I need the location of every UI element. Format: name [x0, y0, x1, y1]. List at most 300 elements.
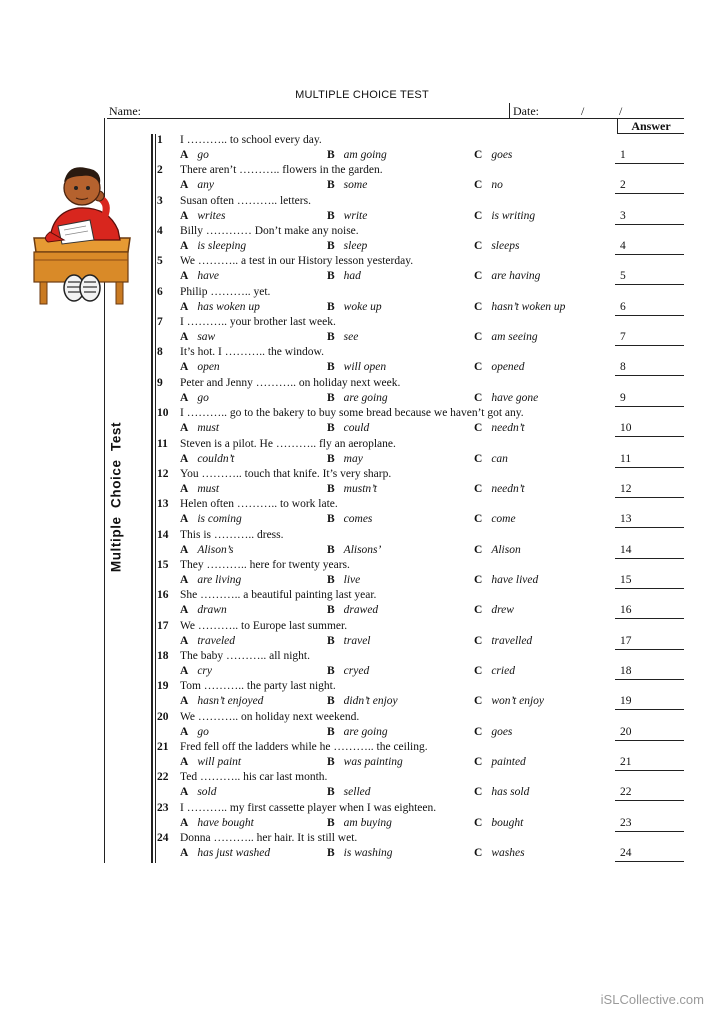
- option-text: cry: [197, 664, 212, 677]
- option-text: sleep: [343, 240, 368, 253]
- question-row: [0, 225, 724, 255]
- option-text: live: [343, 573, 361, 586]
- option-c: [474, 210, 535, 222]
- option-text: bought: [491, 816, 524, 829]
- option-text: selled: [343, 786, 371, 799]
- question-row: [0, 377, 724, 407]
- option-letter: A: [180, 149, 189, 161]
- option-text: has sold: [491, 786, 530, 799]
- question-stem: The baby ……….. all night.: [180, 649, 310, 662]
- option-text: are going: [343, 725, 388, 738]
- option-text: washes: [491, 847, 525, 860]
- question-row: [0, 802, 724, 832]
- option-letter: B: [327, 756, 335, 768]
- question-number: 21: [157, 741, 169, 753]
- option-text: are going: [343, 391, 388, 404]
- question-number: 11: [157, 437, 168, 450]
- question-stem: Billy ………… Don’t make any noise.: [180, 225, 359, 238]
- question-number: 19: [157, 680, 169, 693]
- option-letter: A: [180, 664, 189, 677]
- option-letter: C: [474, 543, 483, 556]
- option-b: [327, 756, 403, 768]
- option-letter: C: [474, 756, 483, 768]
- option-c: [474, 847, 525, 859]
- option-letter: B: [327, 847, 335, 860]
- option-text: has woken up: [197, 300, 260, 313]
- option-letter: A: [180, 695, 189, 708]
- option-letter: B: [327, 331, 335, 344]
- question-number: 5: [157, 255, 163, 268]
- question-stem: I ……….. your brother last week.: [180, 316, 336, 329]
- name-label: Name:: [109, 104, 141, 118]
- option-c: [474, 422, 525, 434]
- question-stem: Fred fell off the ladders while he ……….. the ceiling.: [180, 741, 428, 753]
- option-text: open: [197, 361, 220, 374]
- answer-number: 22: [620, 786, 632, 799]
- option-letter: C: [474, 847, 483, 860]
- question-stem: Steven is a pilot. He ……….. fly an aeroplane.: [180, 437, 396, 450]
- option-letter: B: [327, 149, 335, 161]
- question-stem: I ……….. go to the bakery to buy some bread because we haven’t got any.: [180, 407, 524, 420]
- option-letter: B: [327, 816, 335, 829]
- option-letter: A: [180, 634, 189, 647]
- answer-number: 6: [620, 300, 626, 313]
- date-separator: /: [619, 104, 623, 118]
- option-text: have: [197, 270, 220, 283]
- option-text: am going: [343, 149, 387, 161]
- option-letter: B: [327, 270, 335, 283]
- option-a: [180, 331, 215, 343]
- option-b: [327, 179, 367, 191]
- option-letter: C: [474, 209, 483, 222]
- question-stem: There aren’t ……….. flowers in the garden.: [180, 164, 383, 177]
- option-letter: B: [327, 240, 335, 253]
- option-c: [474, 331, 538, 343]
- site-watermark: iSLCollective.com: [600, 992, 704, 1007]
- question-stem: Philip ……….. yet.: [180, 285, 271, 298]
- option-a: [180, 179, 214, 191]
- answer-number: 21: [620, 756, 632, 768]
- option-letter: B: [327, 543, 335, 556]
- option-text: travelled: [491, 634, 533, 647]
- option-a: [180, 817, 254, 829]
- question-row: [0, 134, 724, 164]
- option-text: drawn: [197, 604, 227, 617]
- answer-number: 15: [620, 573, 632, 586]
- option-letter: A: [180, 847, 189, 860]
- option-text: go: [197, 391, 209, 404]
- option-text: comes: [343, 513, 373, 526]
- option-text: is sleeping: [197, 240, 247, 253]
- question-number: 10: [157, 407, 169, 420]
- option-a: [180, 422, 219, 434]
- option-text: goes: [491, 149, 513, 161]
- option-letter: A: [180, 391, 189, 404]
- option-b: [327, 513, 372, 525]
- option-a: [180, 453, 234, 465]
- option-text: opened: [491, 361, 525, 374]
- answer-number: 10: [620, 422, 632, 435]
- option-text: no: [491, 179, 503, 192]
- option-text: won’t enjoy: [491, 695, 545, 708]
- option-c: [474, 604, 514, 616]
- question-number: 2: [157, 164, 163, 177]
- option-c: [474, 513, 516, 525]
- option-letter: C: [474, 695, 483, 708]
- option-text: must: [197, 482, 220, 495]
- option-b: [327, 847, 393, 859]
- option-c: [474, 786, 529, 798]
- option-text: Alison: [491, 543, 521, 556]
- answer-number: 8: [620, 361, 626, 374]
- option-b: [327, 574, 360, 586]
- option-letter: B: [327, 786, 335, 799]
- option-c: [474, 240, 519, 252]
- option-letter: A: [180, 422, 189, 435]
- option-text: have gone: [491, 391, 539, 404]
- question-stem: Peter and Jenny ……….. on holiday next week.: [180, 376, 401, 389]
- option-b: [327, 270, 361, 282]
- option-letter: C: [474, 573, 483, 586]
- question-row: [0, 255, 724, 285]
- option-a: [180, 513, 242, 525]
- option-text: are living: [197, 573, 242, 586]
- option-letter: B: [327, 634, 335, 647]
- option-letter: C: [474, 300, 483, 313]
- option-text: drawed: [343, 604, 379, 617]
- question-row: [0, 680, 724, 710]
- question-row: [0, 741, 724, 771]
- option-text: some: [343, 179, 368, 192]
- option-letter: C: [474, 149, 483, 161]
- option-letter: B: [327, 513, 335, 526]
- option-letter: C: [474, 634, 483, 647]
- question-number: 20: [157, 710, 169, 723]
- option-letter: A: [180, 452, 189, 465]
- option-text: Alisons’: [343, 543, 382, 556]
- option-letter: C: [474, 422, 483, 435]
- option-letter: C: [474, 604, 483, 617]
- question-stem: I ……….. my first cassette player when I was eighteen.: [180, 801, 437, 814]
- option-b: [327, 665, 369, 677]
- question-stem: I ……….. to school every day.: [180, 134, 322, 146]
- option-b: [327, 392, 388, 404]
- option-text: have bought: [197, 816, 254, 829]
- option-text: will open: [343, 361, 387, 374]
- option-a: [180, 392, 209, 404]
- option-text: sleeps: [491, 240, 520, 253]
- question-number: 22: [157, 771, 169, 784]
- option-letter: A: [180, 240, 189, 253]
- answer-number: 23: [620, 816, 632, 829]
- option-text: have lived: [491, 573, 539, 586]
- option-b: [327, 817, 392, 829]
- option-letter: B: [327, 573, 335, 586]
- option-a: [180, 544, 234, 556]
- option-a: [180, 361, 220, 373]
- question-number: 15: [157, 558, 169, 571]
- question-row: [0, 407, 724, 437]
- question-number: 13: [157, 498, 169, 511]
- option-a: [180, 847, 270, 859]
- question-number: 18: [157, 649, 169, 662]
- option-text: needn’t: [491, 482, 525, 495]
- answer-blank[interactable]: [615, 861, 684, 862]
- option-a: [180, 240, 246, 252]
- option-letter: A: [180, 604, 189, 617]
- option-b: [327, 361, 386, 373]
- option-text: is writing: [491, 209, 536, 222]
- date-label: Date:: [513, 104, 539, 118]
- option-text: can: [491, 452, 508, 465]
- option-c: [474, 301, 565, 313]
- option-a: [180, 210, 225, 222]
- option-b: [327, 786, 371, 798]
- option-text: sold: [197, 786, 217, 799]
- option-letter: B: [327, 725, 335, 738]
- question-stem: Helen often ……….. to work late.: [180, 498, 338, 511]
- option-letter: C: [474, 452, 483, 465]
- option-b: [327, 149, 387, 161]
- option-c: [474, 361, 525, 373]
- option-letter: C: [474, 361, 483, 374]
- answer-number: 16: [620, 604, 632, 617]
- question-number: 23: [157, 801, 169, 814]
- option-text: drew: [491, 604, 514, 617]
- question-row: [0, 650, 724, 680]
- option-text: painted: [491, 756, 526, 768]
- option-text: goes: [491, 725, 513, 738]
- question-row: [0, 529, 724, 559]
- option-text: saw: [197, 331, 216, 344]
- option-a: [180, 665, 212, 677]
- option-text: will paint: [197, 756, 242, 768]
- question-number: 12: [157, 467, 169, 480]
- option-b: [327, 604, 378, 616]
- option-c: [474, 695, 544, 707]
- option-text: come: [491, 513, 516, 526]
- question-row: [0, 286, 724, 316]
- question-number: 4: [157, 225, 163, 238]
- option-c: [474, 179, 503, 191]
- option-text: hasn’t woken up: [491, 300, 566, 313]
- option-text: go: [197, 149, 209, 161]
- answer-number: 17: [620, 634, 632, 647]
- question-number: 9: [157, 376, 163, 389]
- answer-number: 1: [620, 149, 626, 161]
- option-letter: A: [180, 816, 189, 829]
- option-a: [180, 270, 219, 282]
- question-row: [0, 589, 724, 619]
- option-a: [180, 149, 209, 161]
- date-separator: /: [581, 104, 585, 118]
- option-letter: B: [327, 695, 335, 708]
- option-letter: B: [327, 482, 335, 495]
- option-letter: C: [474, 331, 483, 344]
- answer-number: 12: [620, 482, 632, 495]
- question-row: [0, 468, 724, 498]
- question-row: [0, 346, 724, 376]
- question-stem: It’s hot. I ……….. the window.: [180, 346, 324, 359]
- option-letter: C: [474, 482, 483, 495]
- option-text: has just washed: [197, 847, 271, 860]
- option-text: hasn’t enjoyed: [197, 695, 264, 708]
- option-b: [327, 422, 369, 434]
- option-c: [474, 817, 523, 829]
- question-row: [0, 559, 724, 589]
- option-text: go: [197, 725, 209, 738]
- option-c: [474, 270, 540, 282]
- question-stem: We ……….. to Europe last summer.: [180, 619, 348, 632]
- answer-number: 13: [620, 513, 632, 526]
- page-title: MULTIPLE CHOICE TEST: [295, 89, 429, 101]
- option-text: travel: [343, 634, 371, 647]
- option-c: [474, 756, 526, 768]
- question-number: 1: [157, 134, 163, 146]
- option-c: [474, 544, 521, 556]
- option-text: needn’t: [491, 422, 525, 435]
- option-letter: B: [327, 664, 335, 677]
- option-a: [180, 483, 219, 495]
- option-c: [474, 574, 538, 586]
- option-a: [180, 635, 235, 647]
- answer-number: 7: [620, 331, 626, 344]
- question-stem: Susan often ……….. letters.: [180, 194, 311, 207]
- question-row: [0, 711, 724, 741]
- option-a: [180, 604, 227, 616]
- question-stem: She ……….. a beautiful painting last year.: [180, 589, 377, 602]
- option-text: didn’t enjoy: [343, 695, 398, 708]
- question-number: 6: [157, 285, 163, 298]
- option-letter: A: [180, 482, 189, 495]
- question-number: 24: [157, 832, 169, 845]
- question-row: [0, 438, 724, 468]
- question-row: [0, 771, 724, 801]
- option-letter: A: [180, 361, 189, 374]
- question-stem: We ……….. a test in our History lesson yesterday.: [180, 255, 414, 268]
- option-letter: C: [474, 513, 483, 526]
- question-row: [0, 164, 724, 194]
- option-c: [474, 726, 512, 738]
- option-letter: B: [327, 361, 335, 374]
- option-text: is washing: [343, 847, 393, 860]
- option-letter: A: [180, 786, 189, 799]
- question-number: 3: [157, 194, 163, 207]
- option-text: am buying: [343, 816, 392, 829]
- option-b: [327, 453, 363, 465]
- option-b: [327, 301, 382, 313]
- option-text: am seeing: [491, 331, 538, 344]
- answer-number: 11: [620, 452, 632, 465]
- option-text: woke up: [343, 300, 382, 313]
- option-text: may: [343, 452, 363, 465]
- question-number: 17: [157, 619, 169, 632]
- option-text: Alison’s: [197, 543, 234, 556]
- option-text: writes: [197, 209, 226, 222]
- option-letter: A: [180, 513, 189, 526]
- option-a: [180, 301, 260, 313]
- question-number: 7: [157, 316, 163, 329]
- question-stem: Tom ……….. the party last night.: [180, 680, 336, 693]
- answer-number: 19: [620, 695, 632, 708]
- option-text: write: [343, 209, 368, 222]
- answer-number: 5: [620, 270, 626, 283]
- option-letter: C: [474, 664, 483, 677]
- option-b: [327, 726, 388, 738]
- option-b: [327, 544, 381, 556]
- option-c: [474, 453, 508, 465]
- option-a: [180, 574, 241, 586]
- option-text: are having: [491, 270, 541, 283]
- option-letter: A: [180, 179, 189, 192]
- question-stem: Ted ……….. his car last month.: [180, 771, 328, 784]
- option-c: [474, 635, 532, 647]
- option-letter: A: [180, 573, 189, 586]
- question-row: [0, 316, 724, 346]
- option-letter: A: [180, 331, 189, 344]
- question-number: 16: [157, 589, 169, 602]
- option-letter: A: [180, 543, 189, 556]
- answer-number: 18: [620, 664, 632, 677]
- worksheet-page: MULTIPLE CHOICE TEST Name: Date: / / Answer Multiple Choice Test 1 I ……….. to school every day. A go B am going C goes 1 2 There aren’t ……….. flowers in the garden. A any B some C no 2 3 Susan often ……….. letters. A writes B write C is writing 3 4 Billy ………… Don’t make any noise. A is sleeping B sleep C sleeps 4 5 We ……….. a test in our History lesson yesterday. A have B had C are having 5 6 Philip ……….. yet. A has woken up B woke up C hasn’t woken up 6 7 I ……….. your brother last week. A saw B see C am seeing 7 8 It’s hot. I ……….. the window. A open B will open C opened 8 9 Peter and Jenny ……….. on holiday next week. A go B are going C have gone 9 10 I ……….. go to the bakery to buy some bread because we haven’t got any. A must B could C needn’t 10 11 Steven is a pilot. He ……….. fly an aeroplane. A couldn’t B may C can 11 12 You ……….. touch that knife. It’s very sharp. A must B mustn’t C needn’t 12 13 Helen often ……….. to work late. A is coming B comes C come 13 14 This is ……….. dress. A Alison’s B Alisons’ C Alison 14 15 They ……….. here for twenty years. A are living B live C have lived 15 16 She ……….. a beautiful painting last year. A drawn B drawed C drew 16 17 We ……….. to Europe last summer. A traveled B travel C travelled 17 18 The baby ……….. all night. A cry B cryed C cried 18 19 Tom ……….. the party last night. A hasn’t enjoyed B didn’t enjoy C won’t enjoy 19 20 We ……….. on holiday next weekend. A go B are going C goes 20 21 Fred fell off the ladders while he ……….. the ceiling. A will paint B was painting C painted 21 22 Ted ……….. his car last month. A sold B selled C has sold 22 23 I ……….. my first cassette player when I was eighteen. A have bought B am buying C bought 23 24 Donna ……….. her hair. It is still wet. A has just washed B is washing C washes 24 iSLCollective.com: [0, 0, 724, 1024]
- option-letter: C: [474, 240, 483, 253]
- option-letter: C: [474, 270, 483, 283]
- option-letter: A: [180, 270, 189, 283]
- option-letter: A: [180, 756, 189, 768]
- question-row: [0, 195, 724, 225]
- option-text: is coming: [197, 513, 242, 526]
- option-letter: B: [327, 604, 335, 617]
- option-text: cried: [491, 664, 515, 677]
- question-number: 14: [157, 528, 169, 541]
- option-text: had: [343, 270, 361, 283]
- option-text: cryed: [343, 664, 370, 677]
- question-stem: Donna ……….. her hair. It is still wet.: [180, 832, 358, 845]
- option-letter: B: [327, 452, 335, 465]
- answer-column-header: Answer: [631, 119, 671, 133]
- option-c: [474, 483, 525, 495]
- option-b: [327, 695, 398, 707]
- option-text: any: [197, 179, 214, 192]
- question-number: 8: [157, 346, 163, 359]
- question-stem: This is ……….. dress.: [180, 528, 284, 541]
- option-letter: B: [327, 422, 335, 435]
- option-c: [474, 149, 512, 161]
- question-stem: We ……….. on holiday next weekend.: [180, 710, 360, 723]
- option-a: [180, 695, 263, 707]
- answer-number: 4: [620, 240, 626, 253]
- option-letter: C: [474, 786, 483, 799]
- option-letter: B: [327, 300, 335, 313]
- option-letter: C: [474, 725, 483, 738]
- question-row: [0, 832, 724, 862]
- option-letter: C: [474, 179, 483, 192]
- option-letter: C: [474, 816, 483, 829]
- question-row: [0, 498, 724, 528]
- option-text: see: [343, 331, 359, 344]
- option-b: [327, 240, 367, 252]
- option-letter: A: [180, 300, 189, 313]
- option-letter: B: [327, 209, 335, 222]
- question-row: [0, 620, 724, 650]
- option-letter: A: [180, 209, 189, 222]
- option-a: [180, 786, 216, 798]
- option-c: [474, 392, 538, 404]
- option-letter: B: [327, 391, 335, 404]
- option-text: was painting: [343, 756, 403, 768]
- option-a: [180, 726, 209, 738]
- option-b: [327, 331, 358, 343]
